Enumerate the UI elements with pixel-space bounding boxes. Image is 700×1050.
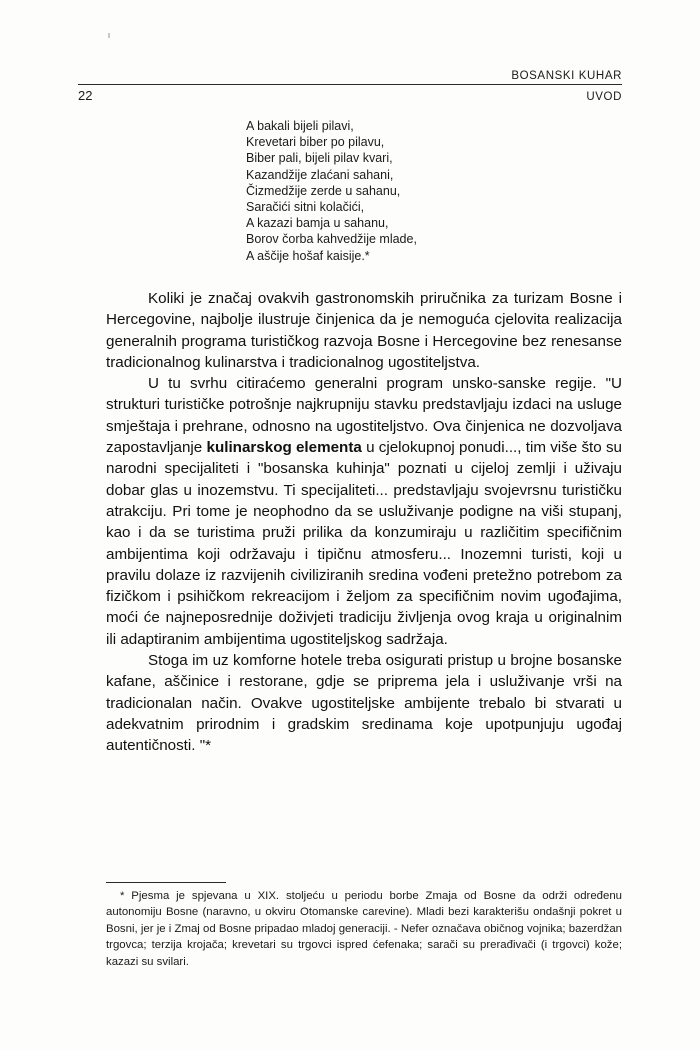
poem-line: Kazandžije zlaćani sahani, <box>246 167 394 182</box>
poem-line: Čizmedžije zerde u sahanu, <box>246 183 401 198</box>
page-header <box>78 70 622 103</box>
header-divider <box>78 84 622 85</box>
header-meta-row <box>78 88 622 103</box>
poem-line: Borov čorba kahvedžije mlade, <box>246 232 417 247</box>
footnote-text: * Pjesma je spjevana u XIX. stoljeću u periodu borbe Zmaja od Bosne da održi određenu autonomiju Bosne (naravno, u okviru Otomanske carevine). Mladi bezi karakterišu ondašnji pokret u Bosni, jer je i Zmaj od Bosne pripadao mladoj generaciji. - Nefer označava običnog vojnika; bazerdžan trgovca; terzija krojača; krevetari su trgovci ispred ćefenaka; sarači su prerađivači (i trgovci) kože; kazazi su svilari. <box>106 890 622 968</box>
paragraph-1: Koliki je značaj ovakvih gastronomskih priručnika za turizam Bosne i Hercegovine, najbolje ilustruje činjenica da je nemoguća cjelovita realizacija generalnih programa turističkog razvoja Bosne i Hercegovine bez renesanse tradicionalnog kulinarstva i tradicionalnog ugostiteljstva. <box>106 290 622 371</box>
book-title: BOSANSKI KUHAR <box>511 70 622 82</box>
poem-line: A bakali bijeli pilavi, <box>246 119 354 133</box>
paragraph-2 <box>106 373 622 650</box>
paragraph-2-part-2: u cjelokupnoj ponudi..., tim više što su narodni specijaliteti i "bosanska kuhinja" poznati u cijeloj zemlji i uživaju dobar glas u inozemstvu. Ti specijaliteti... predstavljaju svojevrsnu turističku atrakciju. Pri tome je neophodno da se usluživanje podigne na viši stupanj, kao i da se turistima pruži prilika da konzumiraju u različitim specifičnim ambijentima koji održavaju i tipičnu atmosferu... Inozemni turisti, koji u pravilu dolaze iz razvijenih civiliziranih sredina vođeni pretežno potrebom za fizičkom i psihičkom rekreacijom i željom za specifičnim novim ugođajima, moći će najneposrednije doživjeti tradiciju življenja ovog kraja u originalnim ili adaptiranim ambijentima ugostiteljskog sadržaja. <box>106 439 623 648</box>
paragraph-2-emphasis: kulinarskog elementa <box>206 439 362 457</box>
body-text <box>106 288 622 757</box>
poem-line: Saračići sitni kolačići, <box>246 200 365 215</box>
section-label: UVOD <box>586 91 622 103</box>
poem-line: A aščije hošaf kaisije.* <box>246 248 370 263</box>
paragraph-2-part-1: U tu svrhu citiraćemo generalni program unsko-sanske regije. "U strukturi turističke potrošnje najkrupniju stavku predstavljaju izdaci na usluge smještaja i prehrane, odnosno na ugostiteljstvo. Ova činjenica ne dozvoljava zapostavljanje <box>106 375 622 457</box>
paper-speck <box>108 33 110 38</box>
paragraph-3: Stoga im uz komforne hotele treba osigurati pristup u brojne bosanske kafane, aščinice i restorane, gdje se priprema jela i usluživanje vrši na tradicionalan način. Ovakve ugostiteljske ambijente trebalo bi stvarati u adekvatnim prirodnim i gradskim sredinama koje upotpunjuju ugođaj autentičnosti. "* <box>106 652 622 755</box>
poem-line: Krevetari biber po pilavu, <box>246 135 385 150</box>
poem-line: Biber pali, bijeli pilav kvari, <box>246 151 393 166</box>
footnote-divider <box>106 882 226 883</box>
poem-block <box>246 118 417 264</box>
page-number: 22 <box>78 88 93 103</box>
poem-line: A kazazi bamja u sahanu, <box>246 216 389 231</box>
footnote-block <box>106 888 622 970</box>
